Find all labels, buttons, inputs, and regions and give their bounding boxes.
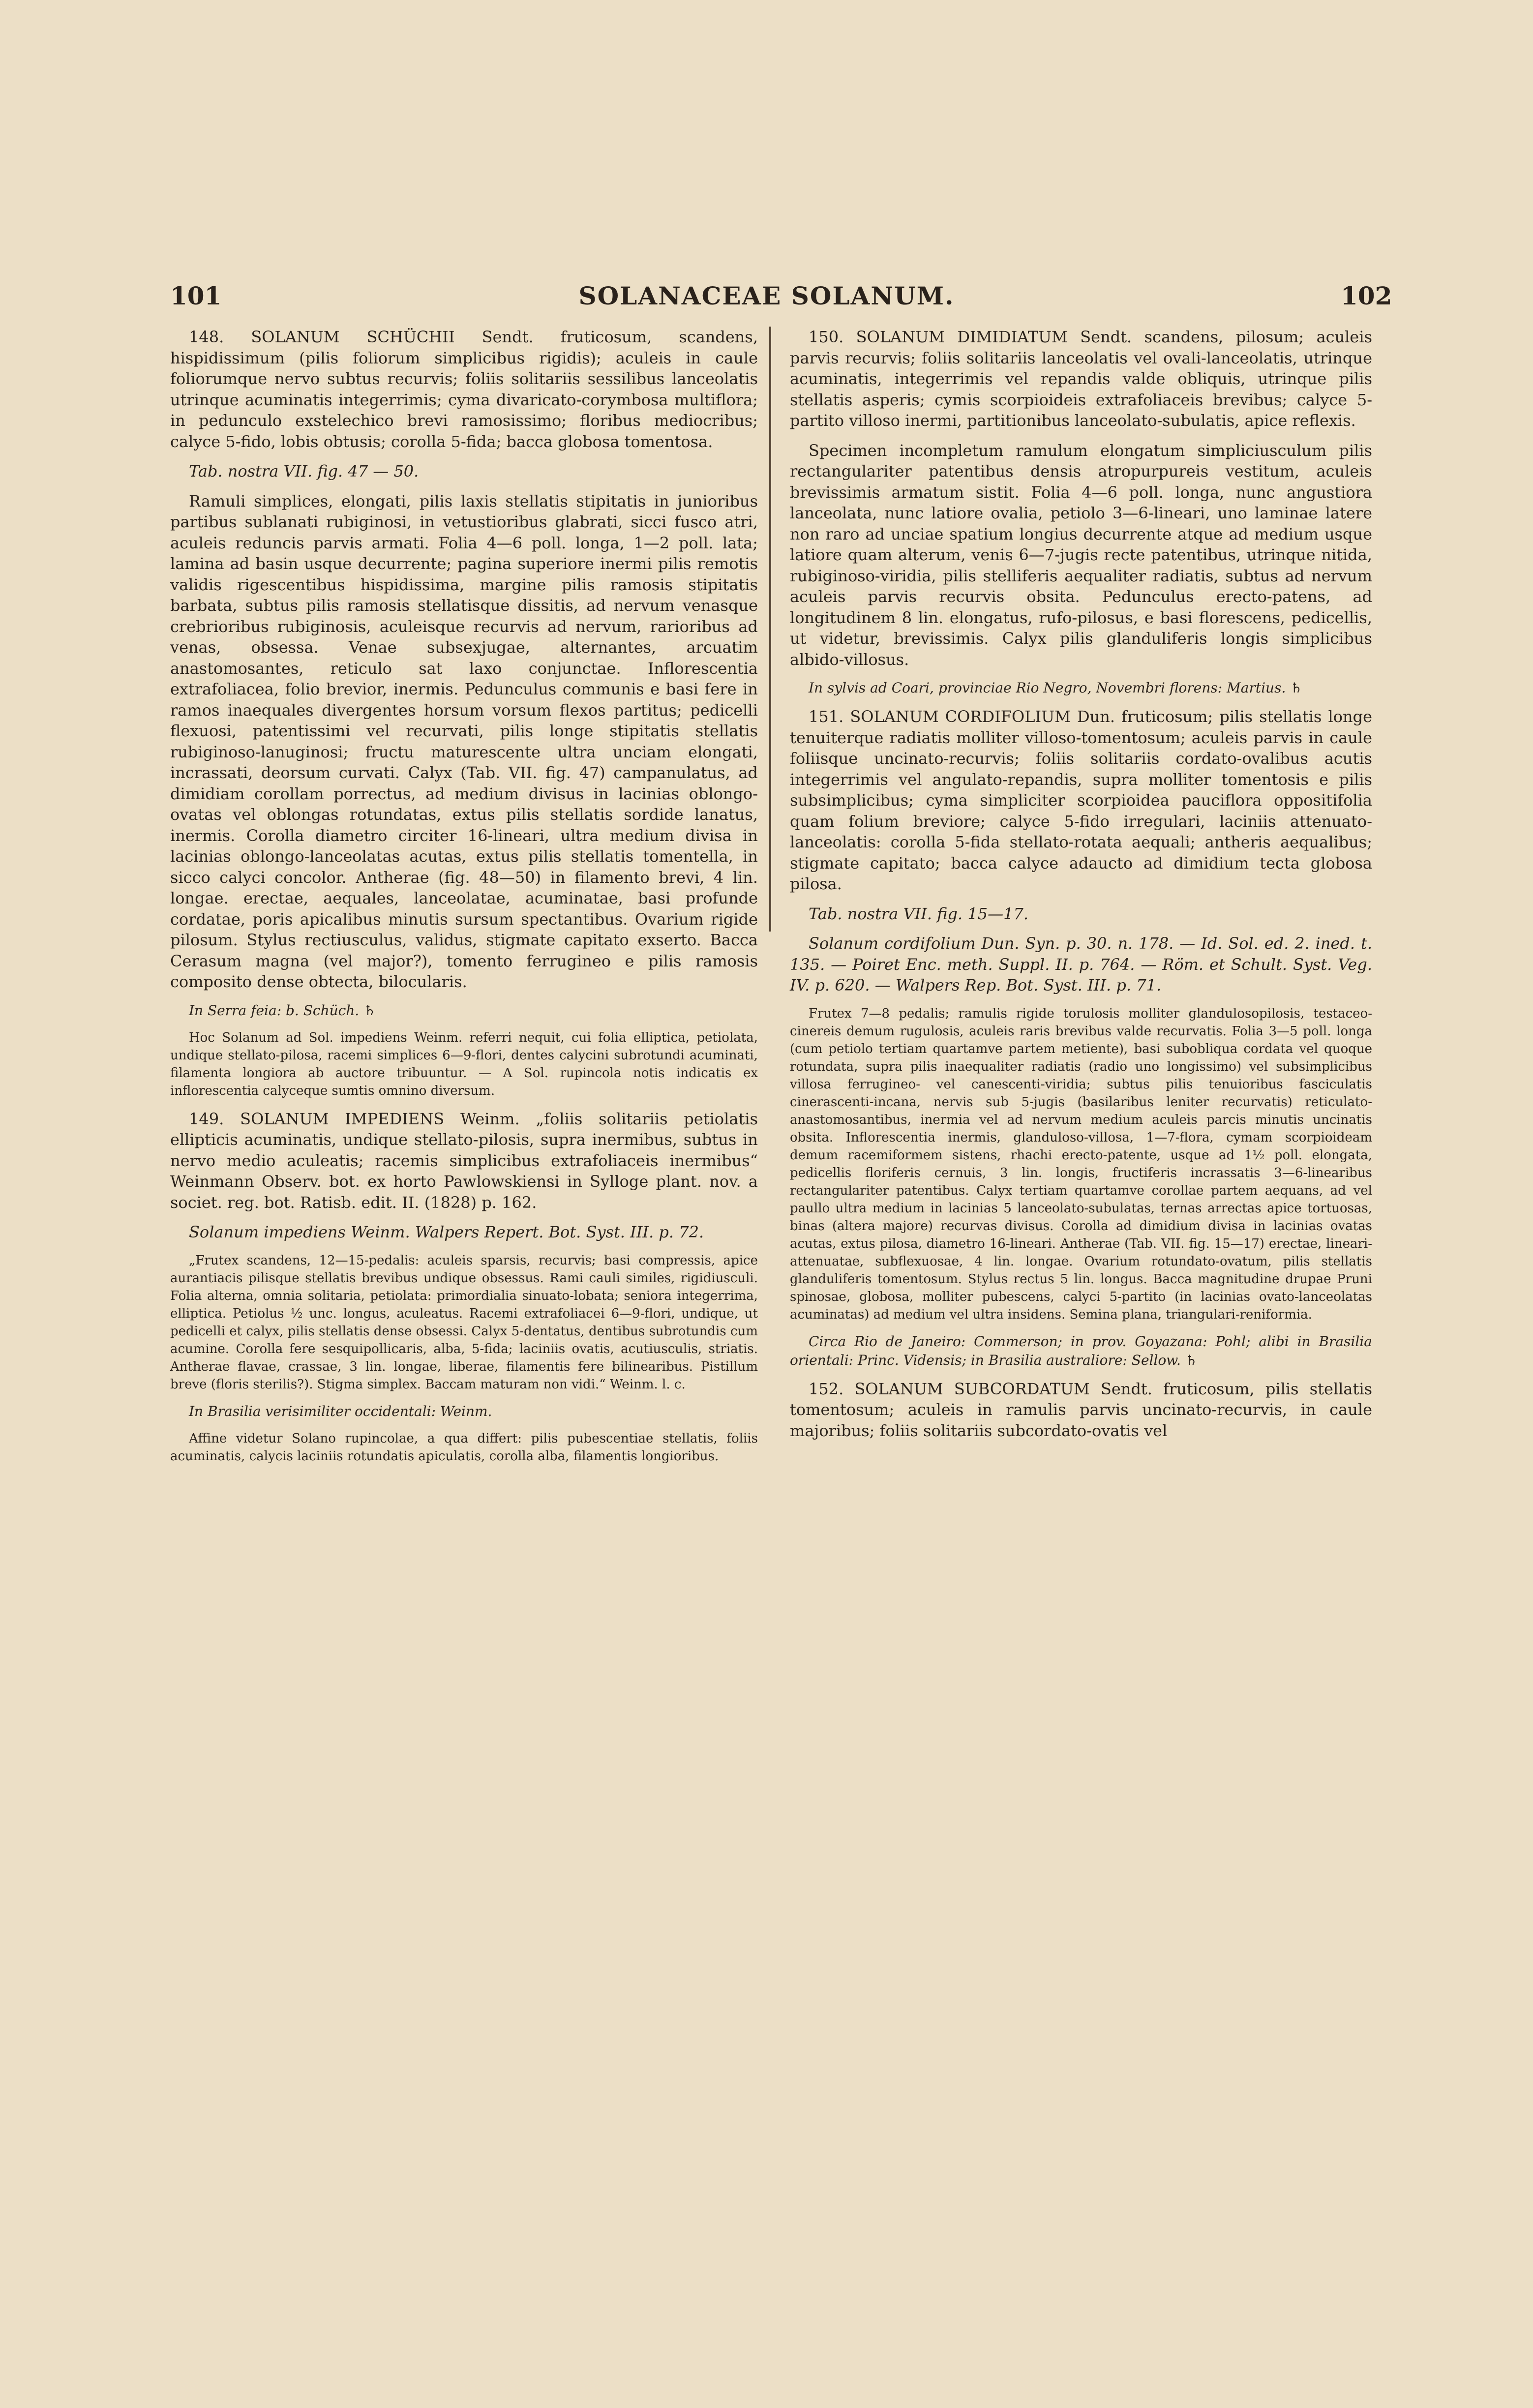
species-150-locality: In sylvis ad Coari, provinciae Rio Negro, Novembri florens: Martius. ♄ [809, 680, 1303, 696]
species-148-locality: In Serra feia: b. Schüch. ♄ [189, 1002, 376, 1019]
species-149-note: Affine videtur Solano rupincolae, a qua differt: pilis pubescentiae stellatis, foliis acuminatis, calycis laciniis rotundatis apiculatis, corolla alba, filamentis longioribus. [170, 1431, 758, 1464]
left-column [170, 327, 758, 1474]
page-number-right: 102 [1341, 281, 1392, 310]
species-151-synonymy: Solanum cordifolium Dun. Syn. p. 30. n. 178. — Id. Sol. ed. 2. ined. t. 135. — Poiret Enc. meth. Suppl. II. p. 764. — Röm. et Schult. Syst. Veg. IV. p. 620. — Walpers Rep. Bot. Syst. III. p. 71. [790, 934, 1372, 994]
species-151-description: Frutex 7—8 pedalis; ramulis rigide torulosis molliter glandulosopilosis, testaceo-cinereis demum rugulosis, aculeis raris brevibus valde recurvatis. Folia 3—5 poll. longa (cum petiolo tertiam quartamve partem metiente), basi subobliqua cordata vel quoque rotundata, supra pilis inaequaliter radiatis (radio uno longissimo) vel subsimplicibus villosa ferrugineo- vel canescenti-viridia; subtus pilis tenuioribus fasciculatis cinerascenti-incana, nervis sub 5-jugis (basilaribus leniter recurvatis) reticulato-anastomosantibus, inermia vel ad nervum medium aculeis parcis minutis uncinatis obsita. Inflorescentia inermis, glanduloso-villosa, 1—7-flora, cymam scorpioideam demum racemiformem sistens, rhachi erecto-patente, usque ad 1½ poll. elongata, pedicellis floriferis cernuis, 3 lin. longis, fructiferis incrassatis 3—6-linearibus rectangulariter patentibus. Calyx tertiam quartamve corollae partem aequans, ad vel paullo ultra medium in lacinias 5 lanceolato-subulatas, ternas arrectas apice tortuosas, binas (altera majore) recurvas divisus. Corolla ad dimidium divisa in lacinias ovatas acutas, extus pilosa, diametro 16-lineari. Antherae (Tab. VII. fig. 15—17) erectae, lineari-attenuatae, subflexuosae, 4 lin. longae. Ovarium rotundato-ovatum, pilis stellatis glanduliferis tomentosum. Stylus rectus 5 lin. longus. Bacca magnitudine drupae Pruni spinosae, globosa, molliter pubescens, calyci 5-partito (in lacinias ovato-lanceolatas acuminatas) ad medium vel ultra insidens. Semina plana, triangulari-reniformia. [790, 1006, 1372, 1322]
running-title: SOLANACEAE SOLANUM. [578, 281, 955, 310]
species-150-diagnosis: 150. SOLANUM DIMIDIATUM Sendt. scandens, pilosum; aculeis parvis recurvis; foliis solitariis lanceolatis vel ovali-lanceolatis, utrinque acuminatis, integerrimis vel repandis valde obliquis, utrinque pilis stellatis asperis; cymis scorpioideis extrafoliaceis brevibus; calyce 5-partito villoso inermi, partitionibus lanceolato-subulatis, apice reflexis. [790, 328, 1372, 430]
right-column [790, 327, 1372, 1450]
species-151-plate-ref: Tab. nostra VII. fig. 15—17. [809, 904, 1028, 923]
species-148-description: Ramuli simplices, elongati, pilis laxis stellatis stipitatis in junioribus partibus sublanati rubiginosi, in vetustioribus glabrati, sicci fusco atri, aculeis reduncis parvis armati. Folia 4—6 poll. longa, 1—2 poll. lata; lamina ad basin usque decurrente; pagina superiore inermi pilis remotis validis rigescentibus hispidissima, margine pilis ramosis stipitatis barbata, subtus pilis ramosis stellatisque dissitis, ad nervum venasque crebrioribus rubiginosis, aculeisque recurvis ad nervum, rarioribus ad venas, obsessa. Venae subsexjugae, alternantes, arcuatim anastomosantes, reticulo sat laxo conjunctae. Inflorescentia extrafoliacea, folio brevior, inermis. Pedunculus communis e basi fere in ramos inaequales divergentes horsum vorsum flexos partitus; pedicelli flexuosi, patentissimi vel recurvati, pilis longe stipitatis stellatis rubiginoso-lanuginosi; fructu maturescente ultra unciam elongati, incrassati, deorsum curvati. Calyx (Tab. VII. fig. 47) campanulatus, ad dimidiam corollam porrectus, ad medium divisus in lacinias oblongo-ovatas vel oblongas rotundatas, extus pilis stellatis sordide lanatus, inermis. Corolla diametro circiter 16-lineari, ultra medium divisa in lacinias oblongo-lanceolatas acutas, extus pilis stellatis tomentella, in sicco calyci concolor. Antherae (fig. 48—50) in filamento brevi, 4 lin. longae. erectae, aequales, lanceolatae, acuminatae, basi profunde cordatae, poris apicalibus minutis sursum spectantibus. Ovarium rigide pilosum. Stylus rectiusculus, validus, stigmate capitato exserto. Bacca Cerasum magna (vel major?), tomento ferrugineo e pilis ramosis composito dense obtecta, bilocularis. [170, 491, 758, 991]
species-148-plate-ref: Tab. nostra VII. fig. 47 — 50. [189, 462, 419, 481]
species-151-locality: Circa Rio de Janeiro: Commerson; in prov. Goyazana: Pohl; alibi in Brasilia orientali: Princ. Vidensis; in Brasilia australiore: Sellow. ♄ [790, 1333, 1372, 1368]
column-divider [769, 327, 771, 932]
species-149-synonym: Solanum impediens Weinm. Walpers Repert. Bot. Syst. III. p. 72. [189, 1223, 704, 1241]
page-number-left: 101 [170, 281, 222, 310]
species-150-description: Specimen incompletum ramulum elongatum simpliciusculum pilis rectangulariter patentibus densis atropurpureis vestitum, aculeis brevissimis armatum sistit. Folia 4—6 poll. longa, nunc angustiora lanceolata, nunc latiore ovalia, petiolo 3—6-lineari, uno laminae latere non raro ad unciae spatium longius decurrente atque ad medium usque latiore quam alterum, venis 6—7-jugis recte patentibus, utrinque nitida, rubiginoso-viridia, pilis stelliferis aequaliter radiatis, subtus ad nervum aculeis parvis recurvis obsita. Pedunculus erecto-patens, ad longitudinem 8 lin. elongatus, rufo-pilosus, e basi florescens, pedicellis, ut videtur, brevissimis. Calyx pilis glanduliferis longis simplicibus albido-villosus. [790, 441, 1372, 669]
species-151-diagnosis: 151. SOLANUM CORDIFOLIUM Dun. fruticosum; pilis stellatis longe tenuiterque radiatis molliter villoso-tomentosum; aculeis parvis in caule foliisque uncinato-recurvis; foliis solitariis cordato-ovalibus acutis integerrimis vel angulato-repandis, supra molliter tomentosis e pilis subsimplicibus; cyma simpliciter scorpioidea pauciflora oppositifolia quam folium breviore; calyce 5-fido irregulari, laciniis attenuato-lanceolatis: corolla 5-fida stellato-rotata aequali; antheris aequalibus; stigmate capitato; bacca calyce adaucto ad dimidium tecta globosa pilosa. [790, 707, 1372, 893]
species-152-diagnosis: 152. SOLANUM SUBCORDATUM Sendt. fruticosum, pilis stellatis tomentosum; aculeis in ramulis parvis uncinato-recurvis, in caule majoribus; foliis solitariis subcordato-ovatis vel [790, 1379, 1372, 1440]
species-148-diagnosis: 148. SOLANUM SCHÜCHII Sendt. fruticosum, scandens, hispidissimum (pilis foliorum simplicibus rigidis); aculeis in caule foliorumque nervo subtus recurvis; foliis solitariis sessilibus lanceolatis utrinque acuminatis integerrimis; cyma divaricato-corymbosa multiflora; in pedunculo exstelechico brevi ramosissimo; floribus mediocribus; calyce 5-fido, lobis obtusis; corolla 5-fida; bacca globosa tomentosa. [170, 328, 758, 451]
species-149-diagnosis: 149. SOLANUM IMPEDIENS Weinm. „foliis solitariis petiolatis ellipticis acuminatis, undique stellato-pilosis, supra inermibus, subtus in nervo medio aculeatis; racemis simplicibus extrafoliaceis inermibus“ Weinmann Observ. bot. ex horto Pawlowskiensi in Sylloge plant. nov. a societ. reg. bot. Ratisb. edit. II. (1828) p. 162. [170, 1109, 758, 1212]
species-148-note: Hoc Solanum ad Sol. impediens Weinm. referri nequit, cui folia elliptica, petiolata, undique stellato-pilosa, racemi simplices 6—9-flori, dentes calycini subrotundi acuminati, filamenta longiora ab auctore tribuuntur. — A Sol. rupincola notis indicatis ex inflorescentia calyceque sumtis omnino diversum. [170, 1030, 758, 1098]
species-149-description: „Frutex scandens, 12—15-pedalis: aculeis sparsis, recurvis; basi compressis, apice aurantiacis pilisque stellatis brevibus undique obsessus. Rami cauli similes, rigidiusculi. Folia alterna, omnia solitaria, petiolata: primordialia sinuato-lobata; seniora integerrima, elliptica. Petiolus ½ unc. longus, aculeatus. Racemi extrafoliacei 6—9-flori, undique, ut pedicelli et calyx, pilis stellatis dense obsessi. Calyx 5-dentatus, dentibus subrotundis cum acumine. Corolla fere sesquipollicaris, alba, 5-fida; laciniis ovatis, acutiusculis, striatis. Antherae flavae, crassae, 3 lin. longae, liberae, filamentis fere bilinearibus. Pistillum breve (floris sterilis?). Stigma simplex. Baccam maturam non vidi.“ Weinm. l. c. [170, 1253, 758, 1392]
species-149-locality: In Brasilia verisimiliter occidentali: Weinm. [189, 1403, 492, 1419]
